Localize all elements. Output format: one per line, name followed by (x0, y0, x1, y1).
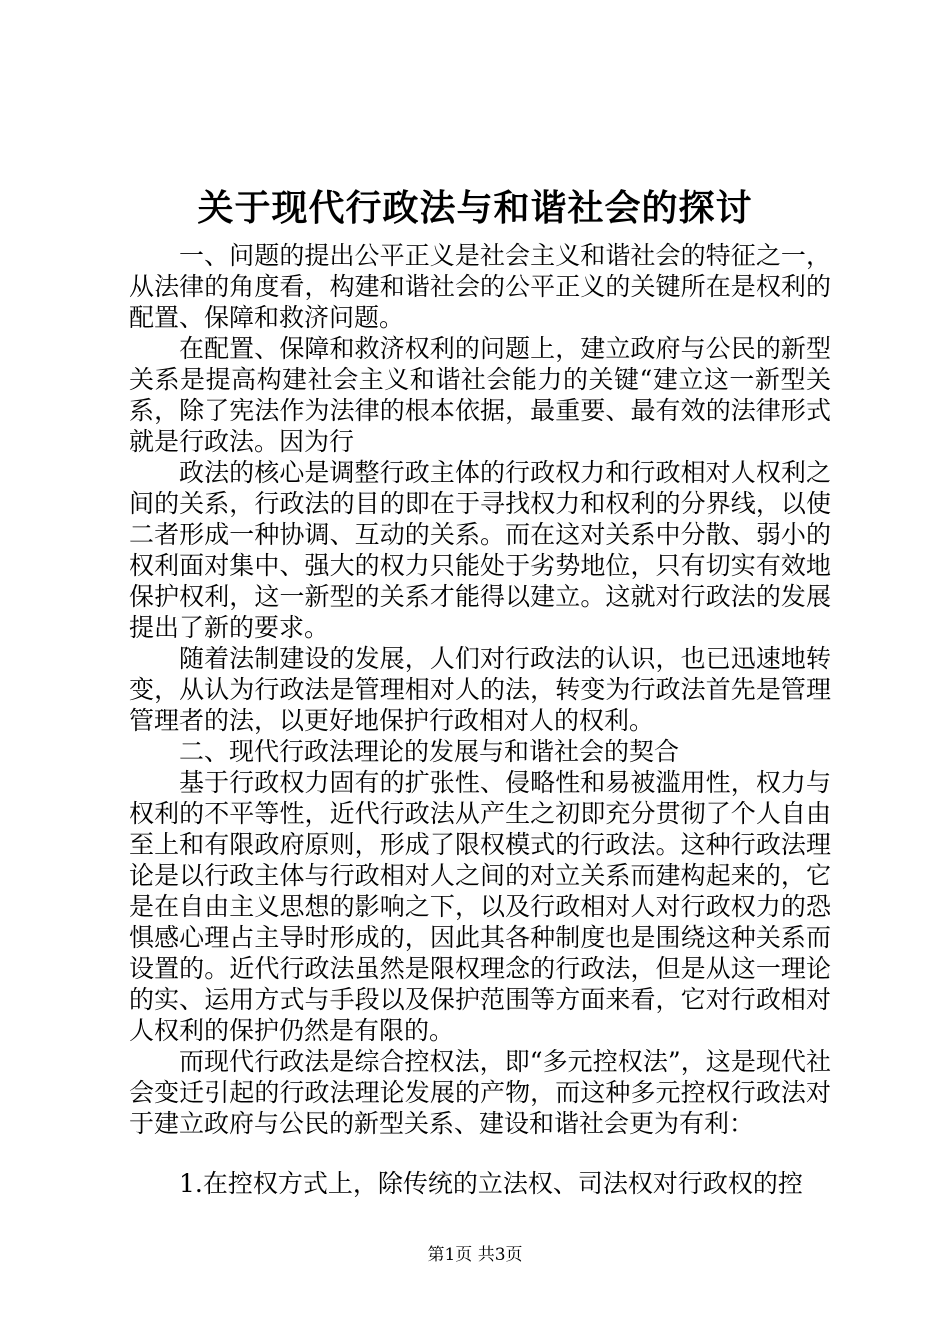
page-footer: 第1页 共3页 (427, 1245, 523, 1265)
paragraph-1: 一、问题的提出公平正义是社会主义和谐社会的特征之一，从法律的角度看，构建和谐社会的公平正义的关键所在是权利的配置、保障和救济问题。 (129, 241, 831, 332)
document-title: 关于现代行政法与和谐社会的探讨 (197, 187, 753, 229)
section-heading-2: 二、现代行政法理论的发展与和谐社会的契合 (179, 737, 680, 766)
numbered-item-1: 1.在控权方式上，除传统的立法权、司法权对行政权的控 (179, 1169, 803, 1198)
paragraph-2: 在配置、保障和救济权利的问题上，建立政府与公民的新型关系是提高构建社会主义和谐社会能力的关键“建立这一新型关系，除了宪法作为法律的根本依据，最重要、最有效的法律形式就是行政法。因为行 (129, 334, 831, 456)
paragraph-4: 随着法制建设的发展，人们对行政法的认识，也已迅速地转变，从认为行政法是管理相对人的法，转变为行政法首先是管理管理者的法，以更好地保护行政相对人的权利。 (129, 644, 831, 735)
document-body (129, 240, 831, 1199)
paragraph-5: 基于行政权力固有的扩张性、侵略性和易被滥用性，权力与权利的不平等性，近代行政法从产生之初即充分贯彻了个人自由至上和有限政府原则，形成了限权模式的行政法。这种行政法理论是以行政主体与行政相对人之间的对立关系而建构起来的，它是在自由主义思想的影响之下，以及行政相对人对行政权力的恐惧感心理占主导时形成的，因此其各种制度也是围绕这种关系而设置的。近代行政法虽然是限权理念的行政法，但是从这一理论的实、运用方式与手段以及保护范围等方面来看，它对行政相对人权利的保护仍然是有限的。 (129, 768, 831, 1045)
paragraph-3: 政法的核心是调整行政主体的行政权力和行政相对人权利之间的关系，行政法的目的即在于寻找权力和权利的分界线，以使二者形成一种协调、互动的关系。而在这对关系中分散、弱小的权利面对集中、强大的权力只能处于劣势地位，只有切实有效地保护权利，这一新型的关系才能得以建立。这就对行政法的发展提出了新的要求。 (129, 458, 831, 642)
paragraph-6: 而现代行政法是综合控权法，即“多元控权法”，这是现代社会变迁引起的行政法理论发展的产物，而这种多元控权行政法对于建立政府与公民的新型关系、建设和谐社会更为有利： (129, 1047, 831, 1138)
